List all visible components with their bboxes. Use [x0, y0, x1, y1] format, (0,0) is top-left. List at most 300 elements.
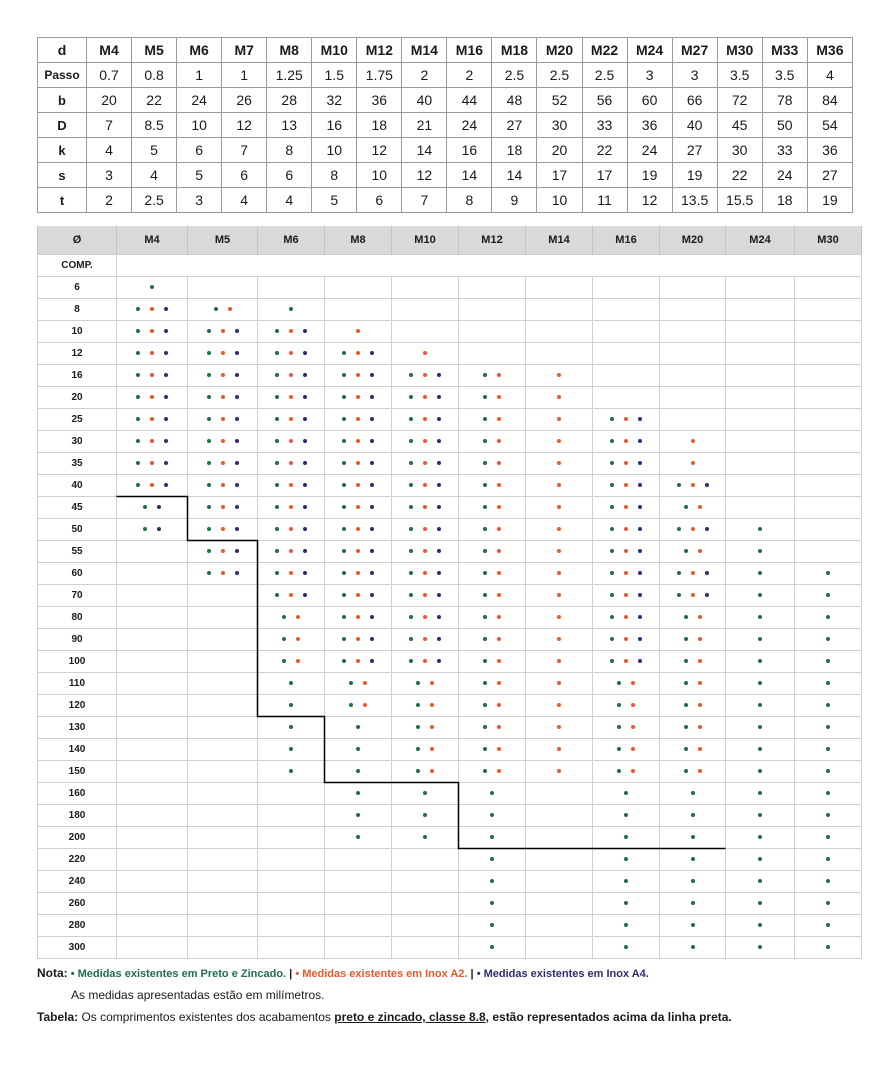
availability-cell — [795, 277, 862, 299]
availability-dot-p — [617, 703, 621, 707]
length-label: 35 — [38, 453, 117, 475]
availability-dot-p — [356, 791, 360, 795]
dimension-cell: 60 — [627, 88, 672, 113]
dimension-cell: 17 — [537, 163, 582, 188]
dimension-cell: 1 — [177, 63, 222, 88]
availability-cell — [660, 937, 726, 959]
availability-dot-p — [207, 505, 211, 509]
availability-cell — [795, 409, 862, 431]
dimension-cell: 6 — [357, 188, 402, 213]
availability-row — [38, 629, 862, 651]
availability-dot-a2 — [289, 483, 293, 487]
dimension-cell: 26 — [222, 88, 267, 113]
availability-cell — [392, 409, 459, 431]
availability-dot-p — [610, 461, 614, 465]
availability-cell — [117, 761, 188, 783]
availability-row — [38, 937, 862, 959]
availability-dot-a4 — [235, 395, 239, 399]
availability-cell — [459, 277, 526, 299]
availability-dot-a2 — [221, 417, 225, 421]
length-label: 16 — [38, 365, 117, 387]
availability-dot-p — [826, 681, 830, 685]
availability-dot-a2 — [356, 637, 360, 641]
availability-dot-a4 — [235, 329, 239, 333]
availability-cell — [726, 783, 795, 805]
dimension-cell: 20 — [537, 138, 582, 163]
availability-row — [38, 827, 862, 849]
dimension-cell: 4 — [222, 188, 267, 213]
availability-dot-p — [289, 703, 293, 707]
availability-dot-a4 — [235, 439, 239, 443]
availability-cell — [459, 563, 526, 585]
availability-cell — [325, 673, 392, 695]
availability-cell — [660, 409, 726, 431]
dimension-cell: 22 — [582, 138, 627, 163]
availability-dot-p — [409, 615, 413, 619]
availability-dot-p — [624, 835, 628, 839]
availability-dot-a2 — [221, 329, 225, 333]
availability-cell — [258, 365, 325, 387]
availability-dot-p — [617, 725, 621, 729]
availability-dot-a2 — [221, 373, 225, 377]
availability-dot-p — [624, 857, 628, 861]
availability-cell — [459, 299, 526, 321]
availability-cell — [117, 827, 188, 849]
availability-dot-p — [684, 681, 688, 685]
availability-cell — [526, 893, 593, 915]
availability-cell — [258, 849, 325, 871]
dimension-cell: 10 — [177, 113, 222, 138]
availability-dot-a2 — [624, 483, 628, 487]
availability-cell — [726, 827, 795, 849]
availability-dot-p — [207, 549, 211, 553]
dimension-size-header: M12 — [357, 38, 402, 63]
availability-dot-p — [758, 769, 762, 773]
availability-row — [38, 651, 862, 673]
availability-dot-a2 — [423, 593, 427, 597]
availability-dot-p — [342, 505, 346, 509]
availability-cell — [526, 365, 593, 387]
availability-dot-a2 — [624, 659, 628, 663]
availability-cell — [258, 299, 325, 321]
availability-dot-p — [610, 483, 614, 487]
length-label: 200 — [38, 827, 117, 849]
availability-dot-p — [826, 813, 830, 817]
dimension-cell: 19 — [627, 163, 672, 188]
dimension-row — [38, 163, 853, 188]
availability-dot-a2 — [430, 769, 434, 773]
availability-cell — [188, 519, 258, 541]
length-label: 6 — [38, 277, 117, 299]
dimension-cell: 36 — [357, 88, 402, 113]
availability-dot-a4 — [437, 417, 441, 421]
availability-dot-p — [150, 285, 154, 289]
availability-dot-p — [356, 725, 360, 729]
availability-dot-p — [691, 945, 695, 949]
availability-dot-p — [275, 549, 279, 553]
availability-dot-p — [826, 637, 830, 641]
availability-cell — [593, 541, 660, 563]
availability-dot-p — [610, 505, 614, 509]
availability-cell — [593, 431, 660, 453]
availability-cell — [258, 937, 325, 959]
dimension-cell: 11 — [582, 188, 627, 213]
availability-cell — [726, 849, 795, 871]
availability-dot-p — [342, 549, 346, 553]
availability-cell — [188, 277, 258, 299]
dimension-cell: 18 — [762, 188, 807, 213]
availability-cell — [726, 387, 795, 409]
availability-dot-a2 — [497, 483, 501, 487]
availability-dot-p — [826, 879, 830, 883]
comp-label: COMP. — [38, 255, 117, 277]
dimension-cell: 24 — [762, 163, 807, 188]
availability-dot-a2 — [356, 329, 360, 333]
availability-dot-p — [342, 615, 346, 619]
availability-cell — [459, 651, 526, 673]
availability-dot-a2 — [497, 593, 501, 597]
availability-cell — [726, 739, 795, 761]
availability-dot-p — [826, 791, 830, 795]
availability-dot-p — [624, 945, 628, 949]
dimension-cell: 7 — [87, 113, 132, 138]
availability-cell — [392, 365, 459, 387]
availability-dot-p — [289, 681, 293, 685]
availability-cell — [459, 871, 526, 893]
availability-row — [38, 453, 862, 475]
availability-dot-p — [624, 879, 628, 883]
availability-dot-a2 — [356, 439, 360, 443]
availability-cell — [660, 673, 726, 695]
availability-dot-a2 — [363, 681, 367, 685]
availability-dot-a2 — [557, 747, 561, 751]
legend-preto: • Medidas existentes em Preto e Zincado. — [70, 968, 287, 980]
availability-row — [38, 607, 862, 629]
availability-cell — [258, 739, 325, 761]
availability-cell — [325, 827, 392, 849]
availability-cell — [726, 519, 795, 541]
length-label: 100 — [38, 651, 117, 673]
availability-cell — [325, 387, 392, 409]
availability-dot-a4 — [370, 549, 374, 553]
dimension-cell: 45 — [717, 113, 762, 138]
availability-cell — [117, 563, 188, 585]
dimension-cell: 56 — [582, 88, 627, 113]
availability-cell — [188, 563, 258, 585]
availability-dot-a4 — [437, 505, 441, 509]
availability-dot-p — [758, 879, 762, 883]
availability-cell — [526, 629, 593, 651]
tabela-label: Tabela: — [37, 1010, 79, 1024]
availability-dot-p — [416, 769, 420, 773]
availability-cell — [795, 365, 862, 387]
availability-cell — [593, 475, 660, 497]
dimension-cell: 14 — [492, 163, 537, 188]
availability-dot-p — [826, 725, 830, 729]
availability-dot-a2 — [289, 373, 293, 377]
availability-dot-a2 — [289, 571, 293, 575]
availability-dot-p — [136, 461, 140, 465]
availability-cell — [117, 849, 188, 871]
availability-dot-p — [136, 417, 140, 421]
availability-cell — [258, 805, 325, 827]
availability-cell — [726, 937, 795, 959]
availability-dot-a2 — [557, 395, 561, 399]
availability-cell — [459, 409, 526, 431]
availability-cell — [726, 607, 795, 629]
availability-dot-p — [409, 417, 413, 421]
availability-dot-a2 — [356, 483, 360, 487]
availability-cell — [593, 695, 660, 717]
availability-dot-p — [207, 527, 211, 531]
dimension-cell: 15.5 — [717, 188, 762, 213]
availability-cell — [258, 607, 325, 629]
availability-dot-a2 — [221, 395, 225, 399]
availability-dot-a4 — [638, 571, 642, 575]
availability-cell — [660, 365, 726, 387]
availability-dot-a2 — [557, 461, 561, 465]
availability-cell — [660, 541, 726, 563]
availability-dot-a4 — [437, 637, 441, 641]
availability-cell — [660, 321, 726, 343]
availability-cell — [258, 321, 325, 343]
availability-dot-p — [342, 483, 346, 487]
availability-cell — [795, 937, 862, 959]
availability-dot-p — [409, 373, 413, 377]
dimension-cell: 24 — [177, 88, 222, 113]
availability-dot-p — [610, 571, 614, 575]
availability-dot-p — [758, 857, 762, 861]
availability-dot-p — [826, 901, 830, 905]
availability-dot-p — [409, 505, 413, 509]
availability-dot-a2 — [497, 615, 501, 619]
availability-dot-p — [136, 329, 140, 333]
availability-cell — [258, 673, 325, 695]
availability-cell — [258, 409, 325, 431]
availability-dot-p — [684, 549, 688, 553]
dimension-cell: 28 — [267, 88, 312, 113]
dimension-cell: 16 — [447, 138, 492, 163]
availability-dot-a2 — [557, 439, 561, 443]
availability-cell — [188, 629, 258, 651]
availability-dot-a2 — [356, 527, 360, 531]
availability-cell — [660, 519, 726, 541]
availability-dot-a4 — [437, 593, 441, 597]
availability-cell — [726, 893, 795, 915]
availability-dot-a2 — [423, 417, 427, 421]
nota-label: Nota: — [37, 966, 68, 980]
dimension-cell: 30 — [537, 113, 582, 138]
availability-cell — [459, 475, 526, 497]
units-note: As medidas apresentadas estão em milímetros. — [71, 988, 325, 1002]
length-label: 12 — [38, 343, 117, 365]
availability-dot-p — [691, 879, 695, 883]
availability-dot-a4 — [235, 351, 239, 355]
availability-row — [38, 717, 862, 739]
availability-dot-a2 — [423, 483, 427, 487]
availability-dot-a2 — [631, 681, 635, 685]
dimension-cell: 24 — [627, 138, 672, 163]
availability-cell — [117, 739, 188, 761]
availability-cell — [459, 695, 526, 717]
availability-cell — [459, 387, 526, 409]
availability-cell — [325, 475, 392, 497]
availability-dot-p — [136, 373, 140, 377]
availability-dot-a2 — [497, 549, 501, 553]
dimension-cell: 1.75 — [357, 63, 402, 88]
availability-dot-p — [275, 483, 279, 487]
availability-dot-a4 — [164, 373, 168, 377]
dimension-size-header: M33 — [762, 38, 807, 63]
availability-dot-a2 — [497, 637, 501, 641]
availability-dot-p — [490, 945, 494, 949]
availability-cell — [593, 849, 660, 871]
availability-dot-p — [207, 329, 211, 333]
dimension-row — [38, 63, 853, 88]
length-label: 280 — [38, 915, 117, 937]
dimension-size-header: M36 — [807, 38, 852, 63]
availability-cell — [593, 871, 660, 893]
availability-dot-p — [617, 681, 621, 685]
availability-cell — [392, 585, 459, 607]
availability-dot-a2 — [497, 681, 501, 685]
availability-dot-p — [483, 703, 487, 707]
availability-cell — [526, 739, 593, 761]
dimension-size-header: M22 — [582, 38, 627, 63]
availability-size-header: M6 — [258, 226, 325, 255]
availability-row — [38, 431, 862, 453]
availability-dot-p — [826, 769, 830, 773]
availability-cell — [593, 387, 660, 409]
availability-dot-p — [758, 571, 762, 575]
availability-cell — [459, 827, 526, 849]
availability-cell — [188, 761, 258, 783]
availability-cell — [188, 365, 258, 387]
legend-note — [37, 966, 649, 980]
dimension-cell: 27 — [807, 163, 852, 188]
availability-dot-p — [342, 461, 346, 465]
availability-dot-a2 — [356, 659, 360, 663]
availability-cell — [325, 849, 392, 871]
availability-cell — [325, 497, 392, 519]
availability-dot-a2 — [624, 417, 628, 421]
availability-cell — [660, 893, 726, 915]
availability-cell — [526, 937, 593, 959]
availability-dot-p — [275, 329, 279, 333]
availability-cell — [726, 365, 795, 387]
availability-dot-a2 — [150, 329, 154, 333]
availability-dot-a2 — [150, 439, 154, 443]
availability-dot-a2 — [557, 527, 561, 531]
availability-dot-a2 — [356, 549, 360, 553]
availability-dot-p — [758, 901, 762, 905]
availability-cell — [459, 343, 526, 365]
availability-dot-a2 — [430, 681, 434, 685]
availability-cell — [526, 849, 593, 871]
availability-dot-p — [684, 769, 688, 773]
dimension-cell: 3 — [672, 63, 717, 88]
dimension-cell: 3.5 — [717, 63, 762, 88]
availability-dot-p — [483, 461, 487, 465]
comp-row — [38, 255, 862, 277]
availability-cell — [117, 915, 188, 937]
availability-cell — [117, 277, 188, 299]
availability-row — [38, 299, 862, 321]
availability-dot-p — [416, 703, 420, 707]
availability-dot-p — [409, 637, 413, 641]
availability-dot-a2 — [289, 329, 293, 333]
availability-cell — [188, 827, 258, 849]
availability-cell — [459, 783, 526, 805]
dimension-row-label: Passo — [38, 63, 87, 88]
availability-dot-a2 — [423, 439, 427, 443]
dimension-size-header: M4 — [87, 38, 132, 63]
availability-dot-p — [490, 901, 494, 905]
availability-dot-a4 — [437, 373, 441, 377]
availability-cell — [392, 783, 459, 805]
availability-dot-p — [758, 813, 762, 817]
availability-dot-a2 — [497, 571, 501, 575]
availability-dot-a2 — [296, 615, 300, 619]
availability-cell — [593, 629, 660, 651]
availability-dot-p — [349, 681, 353, 685]
availability-cell — [325, 585, 392, 607]
availability-cell — [795, 585, 862, 607]
availability-dot-a4 — [303, 373, 307, 377]
availability-cell — [795, 453, 862, 475]
availability-dot-p — [289, 725, 293, 729]
availability-dot-a2 — [497, 395, 501, 399]
availability-cell — [258, 497, 325, 519]
availability-cell — [526, 321, 593, 343]
availability-dot-a2 — [221, 461, 225, 465]
availability-cell — [258, 343, 325, 365]
availability-cell — [117, 673, 188, 695]
availability-dot-a4 — [370, 461, 374, 465]
availability-cell — [258, 717, 325, 739]
dimension-size-header: M7 — [222, 38, 267, 63]
availability-cell — [325, 277, 392, 299]
availability-row — [38, 673, 862, 695]
dimension-cell: 1.5 — [312, 63, 357, 88]
availability-dot-p — [483, 373, 487, 377]
availability-cell — [392, 343, 459, 365]
availability-dot-a4 — [235, 527, 239, 531]
availability-dot-a2 — [497, 747, 501, 751]
availability-dot-a4 — [370, 659, 374, 663]
availability-dot-a2 — [698, 703, 702, 707]
availability-cell — [795, 387, 862, 409]
availability-cell — [258, 651, 325, 673]
availability-dot-p — [136, 351, 140, 355]
length-label: 20 — [38, 387, 117, 409]
availability-dot-a4 — [164, 395, 168, 399]
dimension-cell: 6 — [222, 163, 267, 188]
dimension-cell: 8 — [447, 188, 492, 213]
availability-dot-a4 — [370, 615, 374, 619]
availability-cell — [526, 761, 593, 783]
availability-dot-p — [483, 747, 487, 751]
availability-cell — [392, 453, 459, 475]
availability-dot-p — [483, 395, 487, 399]
availability-dot-a2 — [698, 615, 702, 619]
availability-size-header: M16 — [593, 226, 660, 255]
availability-row — [38, 849, 862, 871]
availability-dot-a2 — [289, 439, 293, 443]
availability-cell — [258, 629, 325, 651]
availability-dot-p — [207, 417, 211, 421]
availability-cell — [726, 475, 795, 497]
